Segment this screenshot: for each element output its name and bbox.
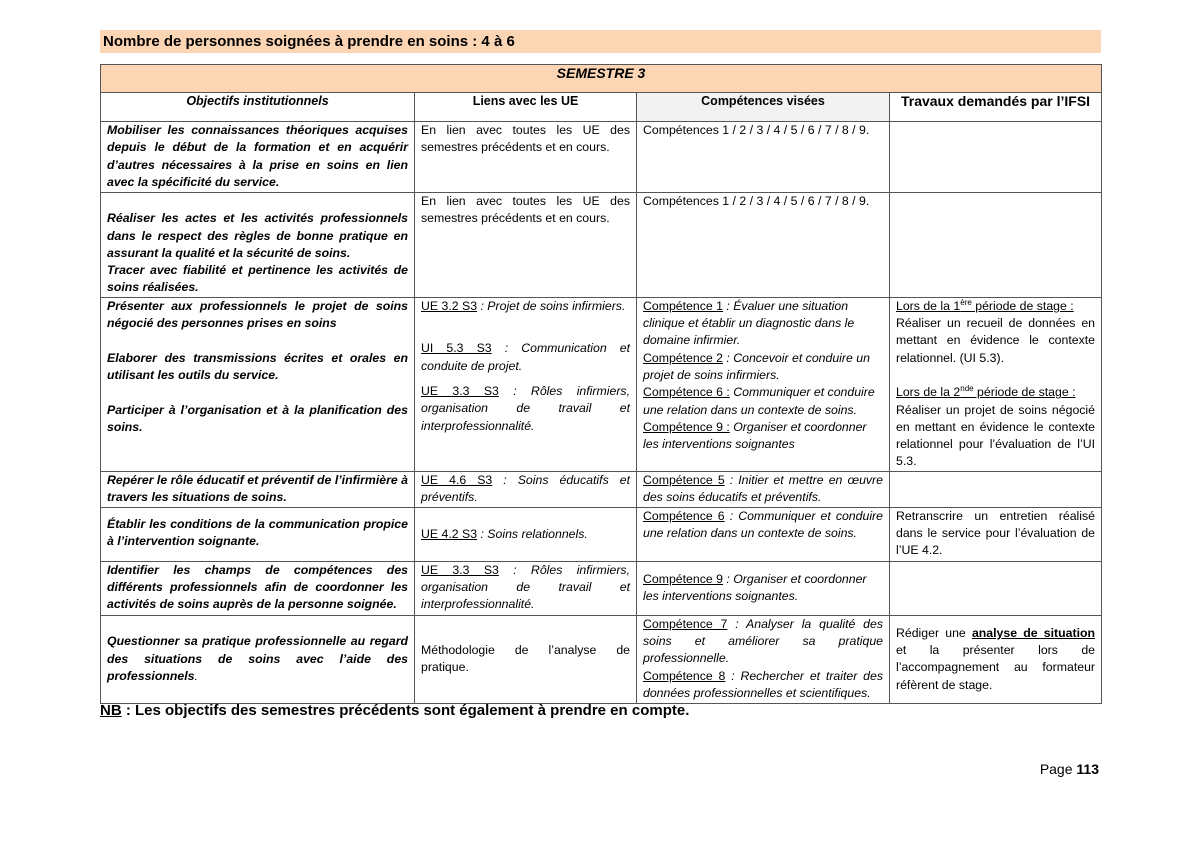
competence-code: Compétence 6 : <box>643 385 730 400</box>
objectif-text: Elaborer des transmissions écrites et orales en utilisant les outils du service. <box>107 350 408 382</box>
competence-code: Compétence 9 : <box>643 419 730 434</box>
nb-label: NB <box>100 702 122 719</box>
ue-code: UE 3.3 S3 <box>421 562 499 577</box>
ue-code: UE 4.6 S3 <box>421 472 493 487</box>
ue-text: : Soins éducatifs et préventifs. <box>421 472 630 505</box>
table-row <box>101 193 1102 298</box>
ue-cell <box>415 297 637 471</box>
competence-code: Compétence 1 <box>643 298 723 313</box>
competences-cell <box>637 297 890 471</box>
ue-text: : Communication et conduite de projet. <box>421 341 631 373</box>
semester-title: SEMESTRE 3 <box>101 65 1102 93</box>
competences-cell <box>637 507 890 561</box>
competence-text: : Évaluer une situation clinique et établir un diagnostic dans le domaine infirmier. <box>643 298 855 348</box>
competence-code: Compétence 6 <box>643 508 725 523</box>
column-headers <box>101 93 1102 122</box>
objectif-cell: Établir les conditions de la communication propice à l’intervention soignante. <box>101 507 415 561</box>
competence-code: Compétence 9 <box>643 571 723 586</box>
ue-cell <box>415 561 637 615</box>
competences-cell <box>637 471 890 507</box>
objectif-text: Présenter aux professionnels le projet de soins négocié des personnes prises en soins <box>107 298 408 331</box>
ue-code: UE 4.2 S3 <box>421 526 478 541</box>
page-number: Page 113 <box>1039 761 1099 777</box>
travaux-heading: Lors de la 1ère période de stage : <box>896 297 1074 313</box>
objectif-cell: Questionner sa pratique professionnelle au regard des situations de soins avec l’aide des professionnels. <box>101 615 415 703</box>
ue-code: UI 5.3 S3 <box>421 341 492 356</box>
travaux-heading: Lors de la 2nde période de stage : <box>896 384 1076 400</box>
competence-code: Compétence 7 <box>643 616 728 631</box>
competence-code: Compétence 5 <box>643 472 725 487</box>
objectif-text: Tracer avec fiabilité et pertinence les activités de soins réalisées. <box>107 263 408 295</box>
col-header-liens-ue: Liens avec les UE <box>415 93 637 122</box>
competences-cell: Compétences 1 / 2 / 3 / 4 / 5 / 6 / 7 / 8 / 9. <box>637 122 890 193</box>
travaux-cell <box>890 193 1102 298</box>
col-header-objectifs: Objectifs institutionnels <box>101 93 415 122</box>
objectif-text: Réaliser les actes et les activités professionnels dans le respect des règles de bonne pratique en assurant la qualité et la sécurité de soins. <box>107 211 408 260</box>
ue-text: : Projet de soins infirmiers. <box>477 298 626 313</box>
table-row <box>101 122 1102 193</box>
travaux-cell: Rédiger une analyse de situation et la présenter lors de l’accompagnement au formateur réfèrent de stage. <box>890 615 1102 703</box>
table-row <box>101 561 1102 615</box>
ue-cell: Méthodologie de l’analyse de pratique. <box>415 615 637 703</box>
table-row <box>101 297 1102 471</box>
table-row <box>101 507 1102 561</box>
travaux-cell <box>890 297 1102 471</box>
nb-text: : Les objectifs des semestres précédents sont également à prendre en compte. <box>121 702 690 719</box>
competences-cell: Compétences 1 / 2 / 3 / 4 / 5 / 6 / 7 / 8 / 9. <box>637 193 890 298</box>
col-header-travaux: Travaux demandés par l’IFSI <box>890 93 1102 122</box>
ue-text: : Soins relationnels. <box>477 526 588 541</box>
ue-cell: En lien avec toutes les UE des semestres précédents et en cours. <box>415 193 637 298</box>
col-header-competences: Compétences visées <box>637 93 890 122</box>
analyse-situation-emphasis: analyse de situation <box>971 625 1096 640</box>
ue-text: : Rôles infirmiers, organisation de travail et interprofessionnalité. <box>421 383 630 433</box>
ue-code: UE 3.2 S3 <box>421 298 478 313</box>
ue-code: UE 3.3 S3 <box>421 383 499 398</box>
travaux-cell <box>890 561 1102 615</box>
competence-text: : Communiquer et conduire une relation dans un contexte de soins. <box>643 508 883 541</box>
ue-cell <box>415 471 637 507</box>
competence-code: Compétence 8 <box>643 668 726 683</box>
competence-text: : Analyser la qualité des soins et améliorer sa pratique professionnelle. <box>643 616 883 666</box>
table-row <box>101 471 1102 507</box>
competence-text: : Organiser et coordonner les interventions soignantes. <box>643 571 867 604</box>
objectif-cell <box>101 193 415 298</box>
travaux-text: Réaliser un projet de soins négocié en mettant en évidence le contexte relationnel pour l’évaluation de l’UI 5.3. <box>896 402 1096 469</box>
semester-row <box>101 65 1102 93</box>
page-header-title: Nombre de personnes soignées à prendre en soins : 4 à 6 <box>100 30 1101 53</box>
ue-text: : Rôles infirmiers, organisation de travail et interprofessionnalité. <box>421 562 630 612</box>
objectif-text: Participer à l’organisation et à la planification des soins. <box>107 402 408 434</box>
competence-text: Communiquer et conduire une relation dans un contexte de soins. <box>643 385 875 417</box>
competences-cell <box>637 615 890 703</box>
semester-table <box>100 64 1102 704</box>
objectif-cell <box>101 297 415 471</box>
competence-text: : Rechercher et traiter des données professionnelles et scientifiques. <box>643 668 883 700</box>
travaux-cell <box>890 122 1102 193</box>
competence-text: Organiser et coordonner les interventions soignantes <box>643 419 867 452</box>
travaux-text: Réaliser un recueil de données en mettant en évidence le contexte relationnel. (UI 5.3). <box>896 316 1096 365</box>
objectif-cell: Identifier les champs de compétences des différents professionnels afin de coordonner les activités de soins auprès de la personne soignée. <box>101 561 415 615</box>
travaux-cell <box>890 471 1102 507</box>
table-row <box>101 615 1102 703</box>
ue-cell <box>415 507 637 561</box>
competences-cell <box>637 561 890 615</box>
objectif-cell: Mobiliser les connaissances théoriques acquises depuis le début de la formation et en acquérir d’autres nécessaires à la prise en soins en lien avec la spécificité du service. <box>101 122 415 193</box>
competence-text: : Concevoir et conduire un projet de soins infirmiers. <box>643 350 870 382</box>
objectif-cell: Repérer le rôle éducatif et préventif de l’infirmière à travers les situations de soins. <box>101 471 415 507</box>
travaux-cell: Retranscrire un entretien réalisé dans le service pour l’évaluation de l’UE 4.2. <box>890 507 1102 561</box>
competence-code: Compétence 2 <box>643 350 723 365</box>
nb-note <box>100 702 689 719</box>
competence-text: : Initier et mettre en œuvre des soins éducatifs et préventifs. <box>643 472 883 505</box>
ue-cell: En lien avec toutes les UE des semestres précédents et en cours. <box>415 122 637 193</box>
